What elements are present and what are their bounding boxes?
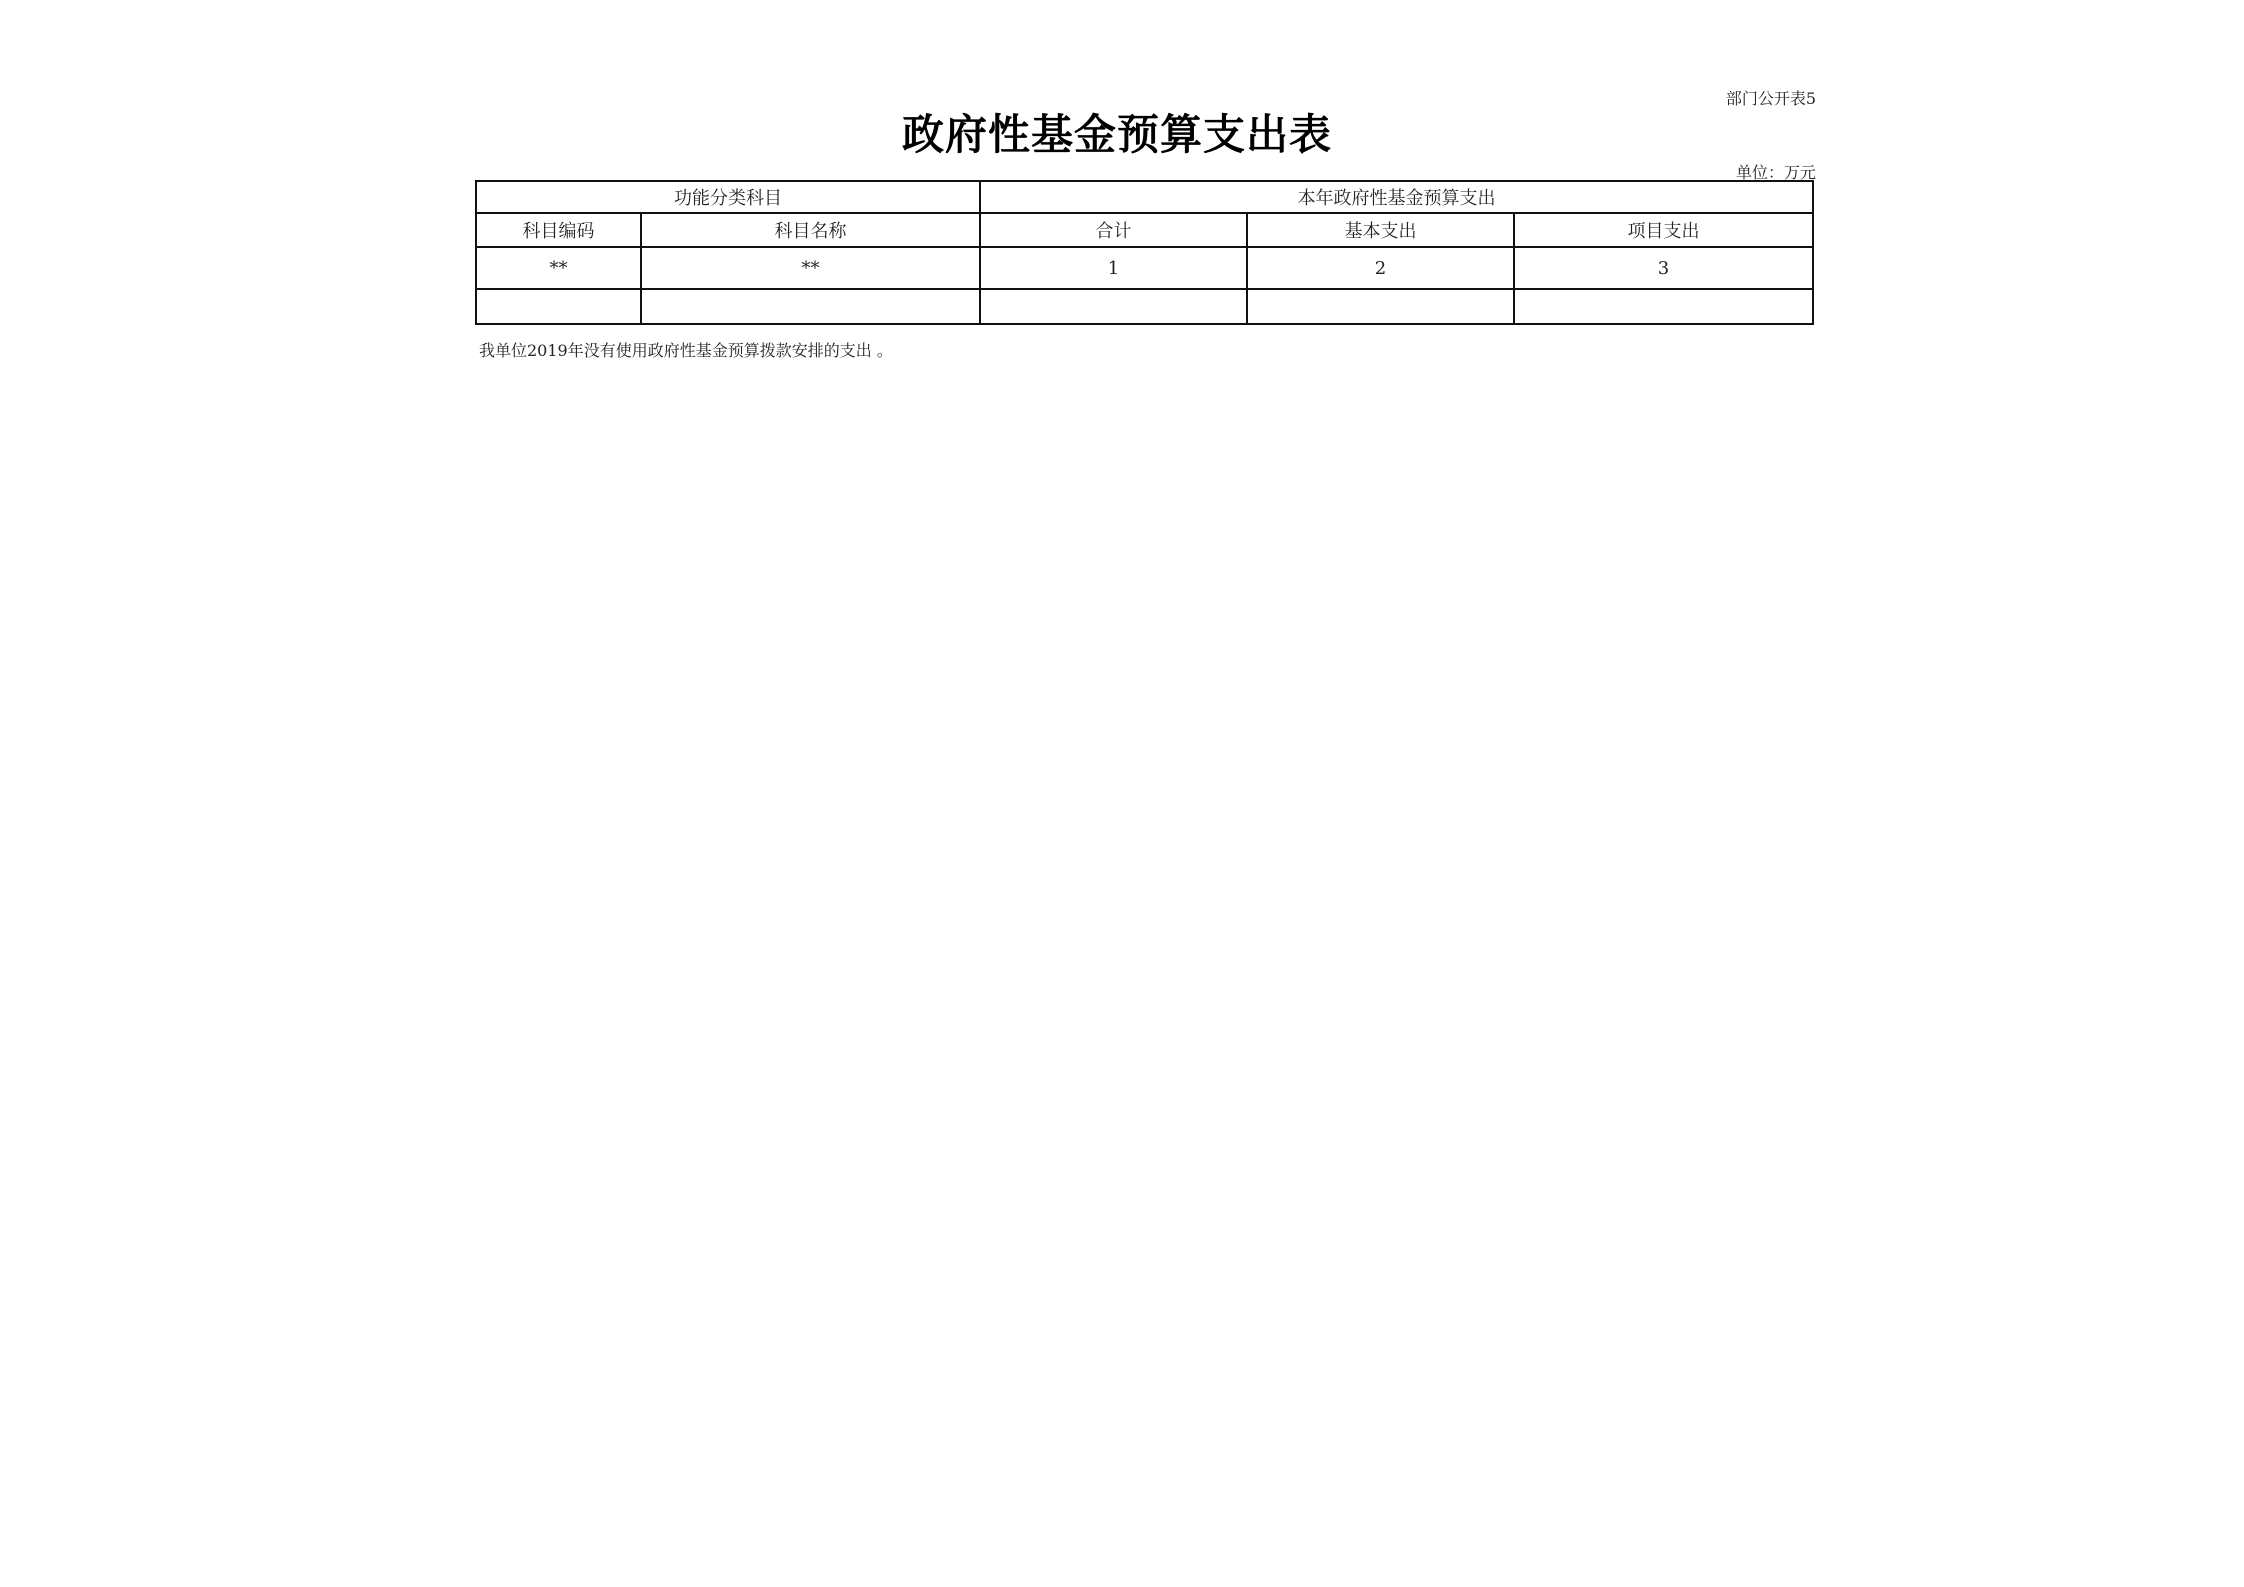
index-cell: 2: [1247, 247, 1514, 289]
group-header-functional-classification: 功能分类科目: [476, 181, 980, 213]
table-cell: [641, 289, 980, 324]
table-row: [476, 289, 1813, 324]
group-header-row: [476, 181, 1813, 213]
column-header-subject-name: 科目名称: [641, 213, 980, 247]
column-header-total: 合计: [980, 213, 1247, 247]
table-cell: [980, 289, 1247, 324]
index-cell: 3: [1514, 247, 1813, 289]
column-header-basic-expenditure: 基本支出: [1247, 213, 1514, 247]
index-row: [476, 247, 1813, 289]
column-header-row: [476, 213, 1813, 247]
page-title: 政府性基金预算支出表: [901, 110, 1332, 159]
table-cell: [476, 289, 641, 324]
table-cell: [1247, 289, 1514, 324]
unit-label: 单位：万元: [1735, 163, 1816, 182]
column-header-project-expenditure: 项目支出: [1514, 213, 1813, 247]
form-number: 部门公开表5: [1725, 89, 1816, 108]
index-cell: **: [641, 247, 980, 289]
budget-table: [475, 180, 1814, 325]
group-header-annual-expenditure: 本年政府性基金预算支出: [980, 181, 1813, 213]
index-cell: **: [476, 247, 641, 289]
table-cell: [1514, 289, 1813, 324]
footnote: 我单位2019年没有使用政府性基金预算拨款安排的支出 。: [479, 341, 893, 360]
index-cell: 1: [980, 247, 1247, 289]
column-header-subject-code: 科目编码: [476, 213, 641, 247]
